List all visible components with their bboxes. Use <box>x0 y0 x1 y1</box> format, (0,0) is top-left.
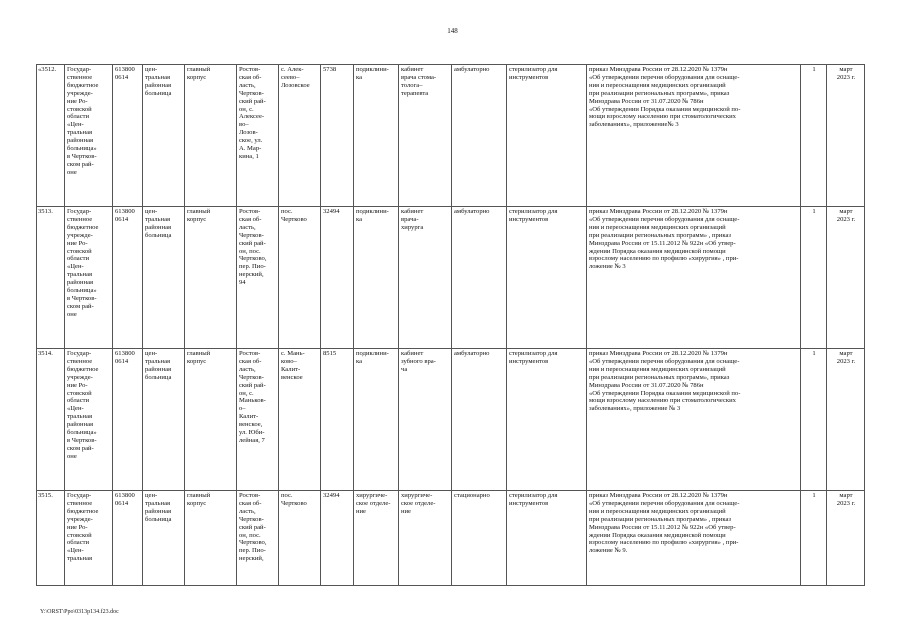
department-cell: цен- тральная районная больница <box>143 65 185 207</box>
organization-cell: Государ- ственное бюджетное учрежде- ние Ро- стовской области «Цен- тральная <box>65 491 113 586</box>
locality-cell: пос. Чертково <box>279 207 321 349</box>
okato-cell: 32494 <box>321 207 354 349</box>
care-type-cell: стационарно <box>452 491 507 586</box>
code-cell: 613800 0614 <box>113 207 143 349</box>
room-cell: хирургиче- ское отделе- ние <box>399 491 452 586</box>
building-cell: главный корпус <box>185 207 237 349</box>
code-cell: 613800 0614 <box>113 491 143 586</box>
quantity-cell: 1 <box>801 349 827 491</box>
row-number: 3514. <box>37 349 65 491</box>
building-cell: главный корпус <box>185 491 237 586</box>
care-type-cell: амбулаторно <box>452 65 507 207</box>
legal-basis-cell: приказ Минздрава России от 28.12.2020 № 1379н «Об утверждении перечня оборудования для оснаще- ния и переоснащения медицинских организаций при реализации региональных программ» , приказ Минздрава России от 15.11.2012 № 922н «Об утвер- ждении Порядка оказания медицинской помощи взрослому населению по профилю «хирургия» , при- ложение № 3 <box>587 207 801 349</box>
profile-cell: хирургиче- ское отделе- ние <box>354 491 399 586</box>
locality-cell: с. Мань- ково– Калит- венское <box>279 349 321 491</box>
department-cell: цен- тральная районная больница <box>143 349 185 491</box>
okato-cell: 8515 <box>321 349 354 491</box>
address-cell: Ростов- ская об- ласть, Чертков- ский рай- он, пос. Чертково, пер. Пио- нерский, <box>237 491 279 586</box>
organization-cell: Государ- ственное бюджетное учрежде- ние Ро- стовской области «Цен- тральная районная больница» в Чертков- ском рай- оне <box>65 207 113 349</box>
building-cell: главный корпус <box>185 349 237 491</box>
table-row <box>37 65 865 207</box>
legal-basis-cell: приказ Минздрава России от 28.12.2020 № 1379н «Об утверждении перечня оборудования для оснаще- ния и переоснащения медицинских организаций при реализации региональных программ», приказ Минздрава России от 31.07.2020 № 786н «Об утверждении Порядка оказания медицинской по- мощи взрослому населению при стоматологических заболеваниях», приложение № 3 <box>587 349 801 491</box>
address-cell: Ростов- ская об- ласть, Чертков- ский рай- он, пос. Чертково, пер. Пио- нерский, 94 <box>237 207 279 349</box>
file-path-footer: Y:\ORST\Ppo\0313p134.f23.doc <box>40 609 119 615</box>
okato-cell: 32494 <box>321 491 354 586</box>
code-cell: 613800 0614 <box>113 65 143 207</box>
profile-cell: подиклини- ка <box>354 349 399 491</box>
equipment-cell: стерилизатор для инструментов <box>507 207 587 349</box>
organization-cell: Государ- ственное бюджетное учрежде- ние Ро- стовской области «Цен- тральная районная больница» в Чертков- ском рай- оне <box>65 349 113 491</box>
quantity-cell: 1 <box>801 65 827 207</box>
department-cell: цен- тральная районная больница <box>143 491 185 586</box>
date-cell: март 2023 г. <box>827 207 865 349</box>
row-number: 3515. <box>37 491 65 586</box>
profile-cell: подиклини- ка <box>354 207 399 349</box>
department-cell: цен- тральная районная больница <box>143 207 185 349</box>
address-cell: Ростов- ская об- ласть, Чертков- ский рай- он, с. Алексее- во– Лозов- ское, ул. А. Мар- кина, 1 <box>237 65 279 207</box>
table-row <box>37 491 865 586</box>
locality-cell: с. Алек- сеево– Лозовское <box>279 65 321 207</box>
locality-cell: пос. Чертково <box>279 491 321 586</box>
profile-cell: подиклини- ка <box>354 65 399 207</box>
table-row <box>37 207 865 349</box>
date-cell: март 2023 г. <box>827 349 865 491</box>
page-number: 148 <box>447 27 458 35</box>
code-cell: 613800 0614 <box>113 349 143 491</box>
quantity-cell: 1 <box>801 207 827 349</box>
equipment-cell: стерилизатор для инструментов <box>507 349 587 491</box>
room-cell: кабинет врача- хирурга <box>399 207 452 349</box>
building-cell: главный корпус <box>185 65 237 207</box>
legal-basis-cell: приказ Минздрава России от 28.12.2020 № 1379н «Об утверждении перечня оборудования для оснаще- ния и переоснащения медицинских организаций при реализации региональных программ», приказ Минздрава России от 31.07.2020 № 786н «Об утверждении Порядка оказания медицинской по- мощи взрослому населению при стоматологических заболеваниях», приложение№ 3 <box>587 65 801 207</box>
organization-cell: Государ- ственное бюджетное учрежде- ние Ро- стовской области «Цен- тральная районная больница» в Чертков- ском рай- оне <box>65 65 113 207</box>
address-cell: Ростов- ская об- ласть, Чертков- ский рай- он, с. Маньков- о– Калит- венское, ул. Юби- лейная, 7 <box>237 349 279 491</box>
room-cell: кабинет зубного вра- ча <box>399 349 452 491</box>
row-number: 3513. <box>37 207 65 349</box>
row-number: «3512. <box>37 65 65 207</box>
care-type-cell: амбулаторно <box>452 349 507 491</box>
quantity-cell: 1 <box>801 491 827 586</box>
date-cell: март 2023 г. <box>827 65 865 207</box>
equipment-cell: стерилизатор для инструментов <box>507 65 587 207</box>
equipment-cell: стерилизатор для инструментов <box>507 491 587 586</box>
legal-basis-cell: приказ Минздрава России от 28.12.2020 № 1379н «Об утверждении перечня оборудования для оснаще- ния и переоснащения медицинских организаций при реализации региональных программ» , приказ Минздрава России от 15.11.2012 № 922н «Об утвер- ждении Порядка оказания медицинской помощи взрослому населению по профилю «хирургия» , при- ложение № 9. <box>587 491 801 586</box>
okato-cell: 5738 <box>321 65 354 207</box>
equipment-register-table <box>36 64 865 586</box>
room-cell: кабинет врача стома- толога– терапевта <box>399 65 452 207</box>
date-cell: март 2023 г. <box>827 491 865 586</box>
care-type-cell: амбулаторно <box>452 207 507 349</box>
table-row <box>37 349 865 491</box>
